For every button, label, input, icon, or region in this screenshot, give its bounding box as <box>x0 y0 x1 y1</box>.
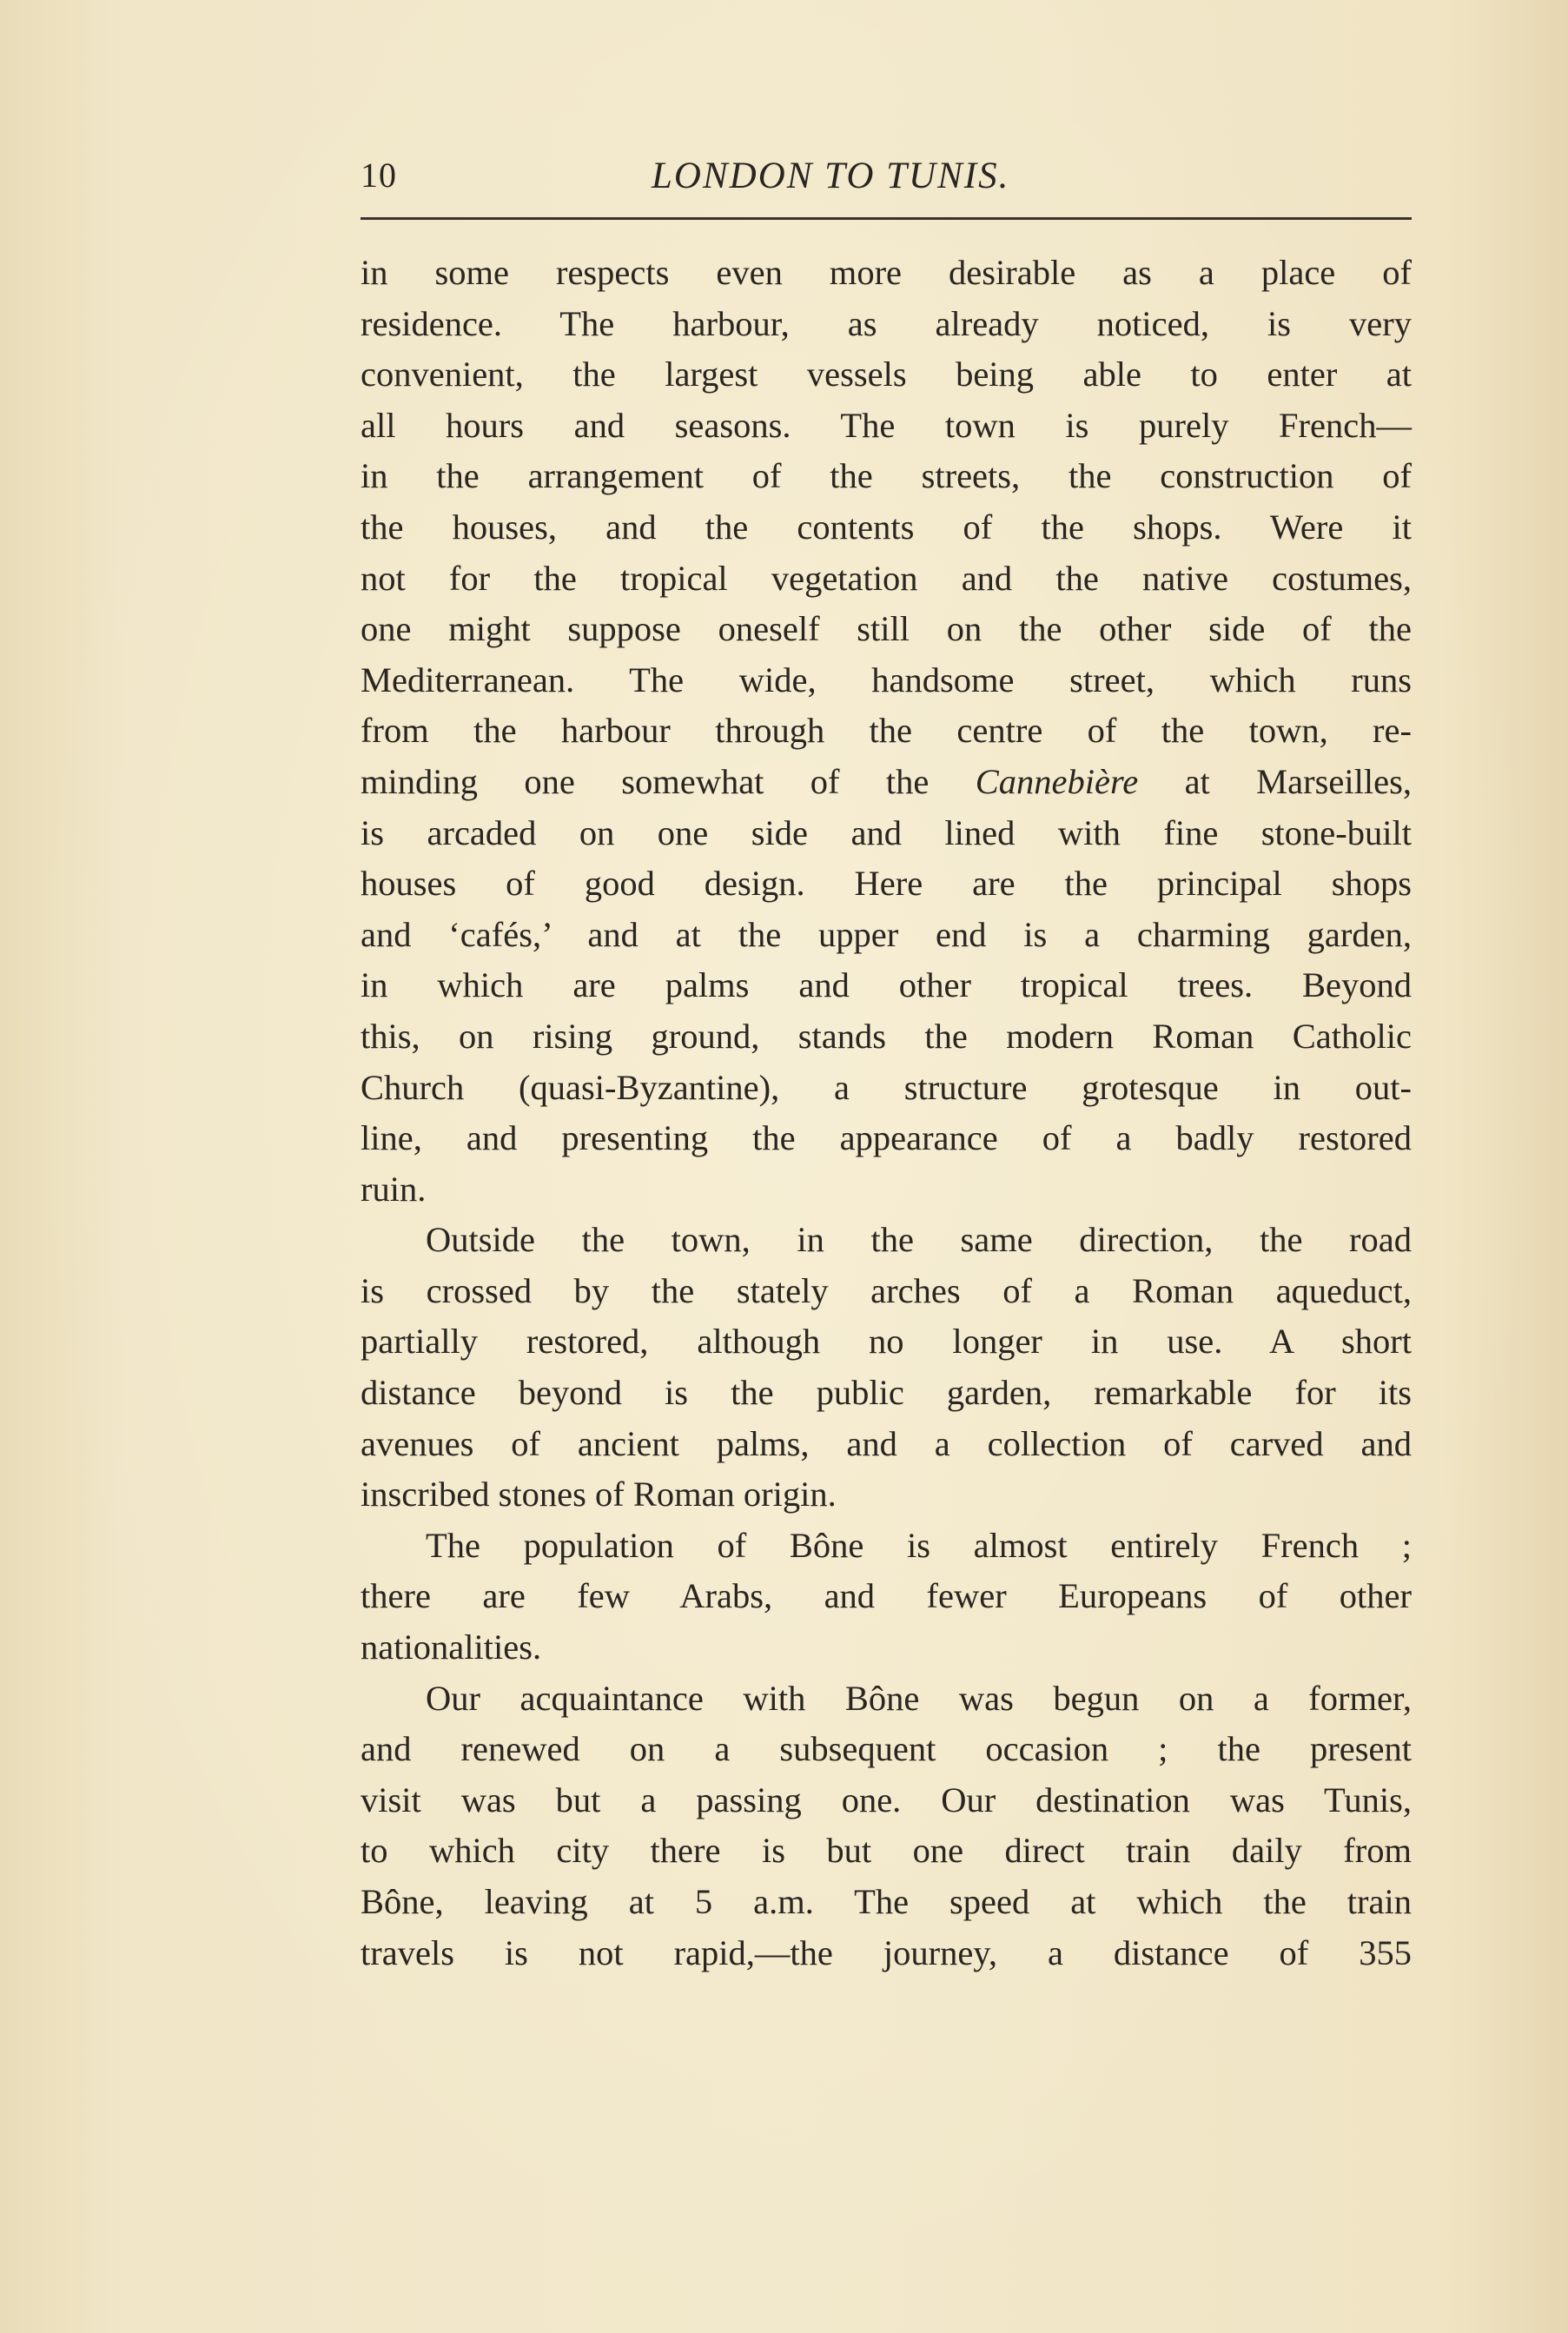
text-line: avenues of ancient palms, and a collection of carved and <box>361 1423 1412 1463</box>
text-segment: at Marseilles, <box>1138 761 1412 801</box>
text-line: nationalities. <box>361 1627 542 1667</box>
body-text <box>361 248 1412 1978</box>
text-line: ruin. <box>361 1169 427 1209</box>
paragraph-first-line: Outside the town, in the same direction, the road <box>426 1220 1412 1260</box>
text-line: Bône, leaving at 5 a.m. The speed at which the train <box>361 1882 1412 1921</box>
text-line: to which city there is but one direct train daily from <box>361 1831 1412 1871</box>
text-line: line, and presenting the appearance of a badly restored <box>361 1118 1412 1158</box>
text-line: is crossed by the stately arches of a Roman aqueduct, <box>361 1270 1412 1310</box>
header-rule <box>361 217 1412 220</box>
text-line: visit was but a passing one. Our destination was Tunis, <box>361 1780 1412 1819</box>
text-line: this, on rising ground, stands the modern Roman Catholic <box>361 1016 1412 1056</box>
text-segment: minding one somewhat of the <box>361 761 976 801</box>
running-title: LONDON TO TUNIS. <box>652 156 1010 196</box>
text-line: inscribed stones of Roman origin. <box>361 1475 837 1514</box>
page-number: 10 <box>361 156 397 195</box>
text-line: travels is not rapid,—the journey, a distance of 355 <box>361 1932 1412 1972</box>
text-line: is arcaded on one side and lined with fine stone-built <box>361 812 1412 852</box>
text-line: in the arrangement of the streets, the construction of <box>361 456 1412 496</box>
text-line-with-italic <box>361 757 1412 808</box>
running-head <box>361 155 1412 207</box>
text-line: in which are palms and other tropical trees. Beyond <box>361 965 1412 1005</box>
text-line: Mediterranean. The wide, handsome street, which runs <box>361 659 1412 699</box>
text-line: and ‘cafés,’ and at the upper end is a charming garden, <box>361 914 1412 954</box>
text-line: from the harbour through the centre of the town, re- <box>361 711 1412 751</box>
italic-place-name: Cannebière <box>975 761 1139 801</box>
text-line: all hours and seasons. The town is purely French— <box>361 405 1412 445</box>
text-line: in some respects even more desirable as a place of <box>361 253 1412 292</box>
text-line: not for the tropical vegetation and the native costumes, <box>361 558 1412 598</box>
paragraph-first-line: Our acquaintance with Bône was begun on a former, <box>426 1678 1412 1718</box>
text-line: houses of good design. Here are the principal shops <box>361 864 1412 904</box>
text-line: convenient, the largest vessels being able to enter at <box>361 355 1412 394</box>
paragraph-first-line: The population of Bône is almost entirely French ; <box>426 1525 1412 1565</box>
text-line: distance beyond is the public garden, remarkable for its <box>361 1373 1412 1413</box>
text-line: the houses, and the contents of the shops. Were it <box>361 507 1412 547</box>
text-line: residence. The harbour, as already noticed, is very <box>361 303 1412 343</box>
text-line: one might suppose oneself still on the other side of the <box>361 609 1412 649</box>
text-line: Church (quasi-Byzantine), a structure grotesque in out- <box>361 1067 1412 1107</box>
text-line: and renewed on a subsequent occasion ; the present <box>361 1729 1412 1769</box>
text-line: there are few Arabs, and fewer Europeans of other <box>361 1576 1412 1616</box>
text-line: partially restored, although no longer in use. A short <box>361 1322 1412 1362</box>
